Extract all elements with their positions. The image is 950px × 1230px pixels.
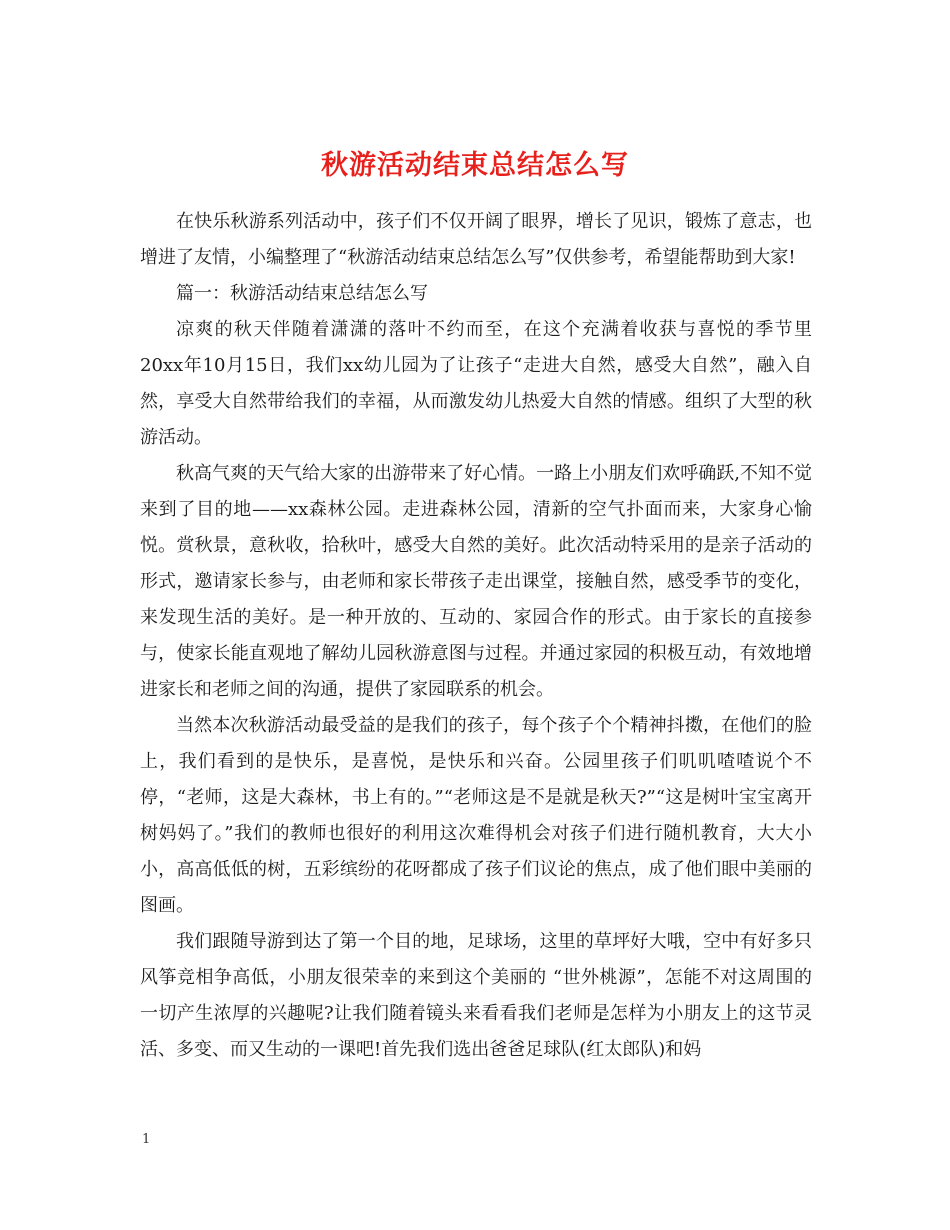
document-title: 秋游活动结束总结怎么写 (321, 150, 629, 182)
document-body (140, 204, 812, 1068)
section-heading: 篇一：秋游活动结束总结怎么写 (176, 283, 428, 304)
body-paragraph: 当然本次秋游活动最受益的是我们的孩子，每个孩子个个精神抖擞，在他们的脸上，我们看到的是快乐，是喜悦，是快乐和兴奋。公园里孩子们叽叽喳喳说个不停，“老师，这是大森林，书上有的。”“老师这是不是就是秋天?”“这是树叶宝宝离开树妈妈了。”我们的教师也很好的利用这次难得机会对孩子们进行随机教育，大大小小，高高低低的树，五彩缤纷的花呀都成了孩子们议论的焦点，成了他们眼中美丽的图画。 (140, 715, 812, 916)
body-paragraph: 凉爽的秋天伴随着潇潇的落叶不约而至，在这个充满着收获与喜悦的季节里20xx年10月15日，我们xx幼儿园为了让孩子“走进大自然，感受大自然”，融入自然，享受大自然带给我们的幸福，从而激发幼儿热爱大自然的情感。组织了大型的秋游活动。 (140, 319, 812, 448)
body-paragraph: 秋高气爽的天气给大家的出游带来了好心情。一路上小朋友们欢呼确跃,不知不觉来到了目的地——xx森林公园。走进森林公园，清新的空气扑面而来，大家身心愉悦。赏秋景，意秋收，拾秋叶，感受大自然的美好。此次活动特采用的是亲子活动的形式，邀请家长参与，由老师和家长带孩子走出课堂，接触自然，感受季节的变化，来发现生活的美好。是一种开放的、互动的、家园合作的形式。由于家长的直接参与，使家长能直观地了解幼儿园秋游意图与过程。并通过家园的积极互动，有效地增进家长和老师之间的沟通，提供了家园联系的机会。 (140, 463, 812, 700)
intro-paragraph: 在快乐秋游系列活动中，孩子们不仅开阔了眼界，增长了见识，锻炼了意志，也增进了友情，小编整理了“秋游活动结束总结怎么写”仅供参考，希望能帮助到大家! (140, 211, 812, 268)
page-number: 1 (142, 1132, 151, 1147)
body-paragraph: 我们跟随导游到达了第一个目的地，足球场，这里的草坪好大哦，空中有好多只风筝竞相争高低，小朋友很荣幸的来到这个美丽的 “世外桃源”，怎能不对这周围的一切产生浓厚的兴趣呢?让我们随着镜头来看看我们老师是怎样为小朋友上的这节灵活、多变、而又生动的一课吧!首先我们选出爸爸足球队(红太郎队)和妈 (140, 931, 812, 1060)
